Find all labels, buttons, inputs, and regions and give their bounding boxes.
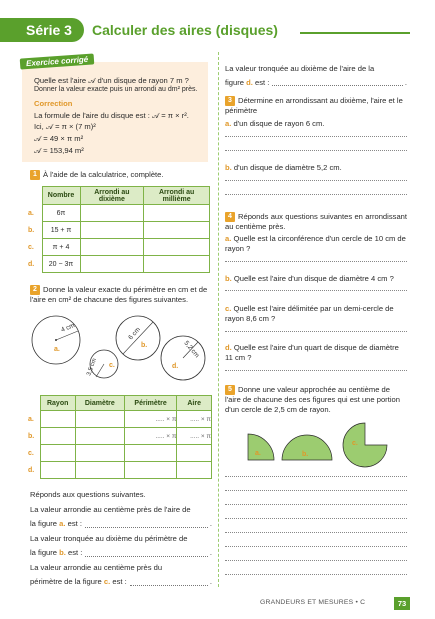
ex2-q3-suffix: est : (112, 577, 127, 586)
ex2-q1-suffix: est : (67, 519, 82, 528)
fig5-a-label: a. (255, 450, 261, 457)
ex3-b-label: b. (225, 163, 232, 172)
ex4-d-label: d. (225, 343, 232, 352)
figure-a (32, 316, 80, 364)
ex3-a-label: a. (225, 119, 232, 128)
exercise-3-prompt: Détermine en arrondissant au dixième, l'aire et le périmètre (225, 96, 403, 115)
exercise-5-prompt: Donne une valeur approchée au centième de l'aire de chacune des ces figures qui est une portion d'un cercle de 2,5 cm de rayon. (225, 385, 400, 414)
fig5-b-label: b. (302, 451, 309, 458)
answer-cell[interactable] (40, 428, 75, 445)
answer-line[interactable] (272, 76, 403, 86)
exercise-5 (225, 385, 407, 415)
ex4-c-label: c. (225, 304, 232, 313)
ex1-col-tenth: Arrondi au dixième (80, 187, 144, 205)
answer-cell[interactable] (75, 428, 124, 445)
example-box (22, 54, 208, 162)
ex4-a-text: Quelle est la circonférence d'un cercle de 10 cm de rayon ? (225, 234, 406, 253)
ex1-header-row (28, 187, 210, 205)
number-cell: 20 − 3π (42, 256, 80, 273)
page-title: Calculer des aires (disques) (92, 22, 278, 38)
ex4-d (225, 343, 407, 363)
exercise-2-prompt: Donne la valeur exacte du périmètre en cm et de l'aire en cm² de chacune des figures suivantes. (30, 285, 208, 304)
ex2-col-perimeter: Périmètre (124, 396, 177, 411)
ex4-a (225, 234, 407, 254)
answer-cell[interactable] (80, 222, 144, 239)
right-q2-prefix: figure (225, 78, 244, 87)
answer-line[interactable] (85, 546, 207, 557)
ex3-b-text: d'un disque de diamètre 5,2 cm. (233, 163, 342, 172)
ex4-b-label: b. (225, 274, 232, 283)
exercise-number-4: 4 (225, 212, 235, 222)
ex2-q1-line2: la figure a. est : . (30, 517, 212, 532)
exercise-1-prompt: À l'aide de la calculatrice, complète. (43, 170, 164, 179)
ex2-corner (28, 396, 40, 411)
ex3-b (225, 163, 342, 172)
perimeter-cell[interactable]: ..... × π (124, 428, 177, 445)
ex2-col-diameter: Diamètre (75, 396, 124, 411)
figure-c (86, 350, 118, 378)
answer-cell[interactable] (40, 445, 75, 462)
area-cell[interactable]: ..... × π (177, 428, 212, 445)
figure-d (161, 336, 205, 380)
answer-cell[interactable] (144, 239, 210, 256)
figure-b (116, 316, 160, 360)
figure-a-measure: 4 cm (60, 322, 76, 334)
answer-cell[interactable] (177, 445, 212, 462)
answer-cell[interactable] (144, 205, 210, 222)
column-divider (218, 52, 219, 587)
ex4-d-lines[interactable] (225, 362, 407, 378)
answer-cell[interactable] (75, 445, 124, 462)
figure-c-measure: 3,5 cm (86, 357, 99, 377)
example-line-1: La formule de l'aire du disque est : 𝒜 = π × r². (34, 111, 189, 120)
ex4-c (225, 304, 407, 324)
title-rule (300, 32, 410, 34)
ex3-a (225, 119, 324, 128)
ex2-answers-intro: Réponds aux questions suivantes. (30, 490, 146, 499)
figure-b-label: b. (141, 342, 148, 349)
answer-cell[interactable] (80, 239, 144, 256)
table-row (28, 411, 212, 428)
figure-c-label: c. (109, 362, 115, 369)
exercise-number-2: 2 (30, 285, 40, 295)
exercise-3 (225, 96, 407, 116)
ex2-table (28, 395, 212, 479)
right-q2-letter: d. (246, 78, 253, 87)
row-label: a. (28, 209, 34, 217)
ex2-q1-letter: a. (59, 519, 66, 528)
answer-cell[interactable] (177, 462, 212, 479)
table-row (28, 239, 210, 256)
row-label: c. (28, 243, 34, 251)
header (0, 18, 435, 42)
footer-section: GRANDEURS ET MESURES • C (260, 599, 366, 606)
exercise-4-prompt: Réponds aux questions suivantes en arrondissant au centième près. (225, 212, 407, 231)
exercise-4 (225, 212, 407, 232)
exercise-number-5: 5 (225, 385, 235, 395)
example-line-3: 𝒜 = 49 × π m² (34, 134, 84, 143)
ex2-q2-prefix: la figure (30, 548, 58, 557)
ex4-c-text: Quelle est l'aire délimitée par un demi-cercle de rayon 8,6 cm ? (225, 304, 394, 323)
row-label: a. (28, 415, 34, 423)
ex2-q3-line1: La valeur arrondie au centième près du (30, 562, 163, 572)
figure-quarter-disc (248, 434, 274, 460)
ex1-corner (28, 187, 42, 205)
ex2-col-area: Aire (177, 396, 212, 411)
ex4-a-label: a. (225, 234, 232, 243)
exercise-1 (30, 170, 210, 180)
row-label: c. (28, 449, 34, 457)
answer-cell[interactable] (124, 462, 177, 479)
fig5-c-label: c. (352, 440, 358, 447)
row-label: b. (28, 432, 35, 440)
exercise-number-3: 3 (225, 96, 235, 106)
right-q2-line: figure d. est : . (225, 76, 407, 90)
ex4-c-lines[interactable] (225, 323, 407, 339)
ex2-q3-letter: c. (103, 577, 111, 586)
number-cell: 15 + π (42, 222, 80, 239)
right-q2-suffix: est : (255, 78, 270, 87)
row-label: d. (28, 260, 35, 268)
page-number: 73 (394, 597, 410, 610)
example-tag-label: Exercice corrigé (25, 54, 89, 69)
example-question-1: Quelle est l'aire 𝒜 d'un disque de rayon 7 m ? (34, 76, 189, 85)
answer-cell[interactable] (75, 411, 124, 428)
example-question-2: Donner la valeur exacte puis un arrondi au dm² près. (34, 86, 198, 93)
footer (260, 597, 410, 611)
answer-cell[interactable] (75, 462, 124, 479)
ex1-col-number: Nombre (42, 187, 80, 205)
ex4-d-text: Quelle est l'aire d'un quart de disque de diamètre 11 cm ? (225, 343, 399, 362)
answer-cell[interactable] (80, 256, 144, 273)
figure-b-measure: 6 cm (127, 326, 142, 342)
exercise-2 (30, 285, 212, 305)
figure-half-disc (282, 435, 332, 460)
answer-line[interactable] (85, 517, 208, 528)
answer-cell[interactable] (40, 411, 75, 428)
ex2-q2-line1: La valeur tronquée au dixième du périmètre de (30, 533, 188, 543)
answer-cell[interactable] (80, 205, 144, 222)
answer-cell[interactable] (40, 462, 75, 479)
perimeter-cell[interactable]: ..... × π (124, 411, 177, 428)
answer-cell[interactable] (144, 256, 210, 273)
ex2-figures (28, 310, 213, 390)
ex4-b-text: Quelle est l'aire d'un disque de diamètre 4 cm ? (233, 274, 394, 283)
table-row (28, 205, 210, 222)
number-cell: π + 4 (42, 239, 80, 256)
answer-cell[interactable] (144, 222, 210, 239)
example-line-4: 𝒜 ≈ 153,94 m² (34, 146, 84, 155)
exercise-number-1: 1 (30, 170, 40, 180)
row-label: b. (28, 226, 35, 234)
ex3-b-lines[interactable] (225, 172, 407, 202)
ex1-table (28, 186, 210, 273)
ex4-b-lines[interactable] (225, 282, 407, 298)
correction-label: Correction (34, 99, 73, 108)
ex3-a-lines[interactable] (225, 128, 407, 158)
area-cell[interactable]: ..... × π (177, 411, 212, 428)
ex2-q3-prefix: périmètre de la figure (30, 577, 102, 586)
table-row (28, 222, 210, 239)
figure-d-label: d. (172, 363, 179, 370)
ex2-q2-line2: la figure b. est : . (30, 546, 212, 561)
example-line-2: Ici, 𝒜 = π × (7 m)² (34, 122, 96, 131)
table-row (28, 445, 212, 462)
ex2-q1-prefix: la figure (30, 519, 58, 528)
number-cell: 6π (42, 205, 80, 222)
ex2-q2-suffix: est : (68, 548, 83, 557)
table-row (28, 462, 212, 479)
ex5-lines[interactable] (225, 468, 407, 588)
ex2-header-row (28, 396, 212, 411)
figure-three-quarter-disc (343, 423, 387, 467)
ex4-a-lines[interactable] (225, 253, 407, 269)
answer-line[interactable] (130, 575, 208, 586)
example-tag (20, 53, 95, 69)
table-row (28, 428, 212, 445)
ex2-q2-letter: b. (59, 548, 66, 557)
ex2-q3-line2: périmètre de la figure c. est : . (30, 575, 212, 590)
answer-cell[interactable] (124, 445, 177, 462)
series-label: Série 3 (26, 22, 72, 38)
row-label: d. (28, 466, 35, 474)
ex2-q1-line1: La valeur arrondie au centième près de l'aire de (30, 504, 191, 514)
figure-a-label: a. (54, 346, 60, 353)
ex2-col-radius: Rayon (40, 396, 75, 411)
ex2-answers (30, 488, 212, 590)
figure-d-measure: 5,2 cm (182, 339, 201, 360)
ex5-figures (240, 420, 410, 470)
right-q1: La valeur tronquée au dixième de l'aire de la (225, 64, 375, 73)
ex3-a-text: d'un disque de rayon 6 cm. (233, 119, 325, 128)
table-row (28, 256, 210, 273)
ex1-col-thousandth: Arrondi au millième (144, 187, 210, 205)
right-top (225, 62, 407, 90)
